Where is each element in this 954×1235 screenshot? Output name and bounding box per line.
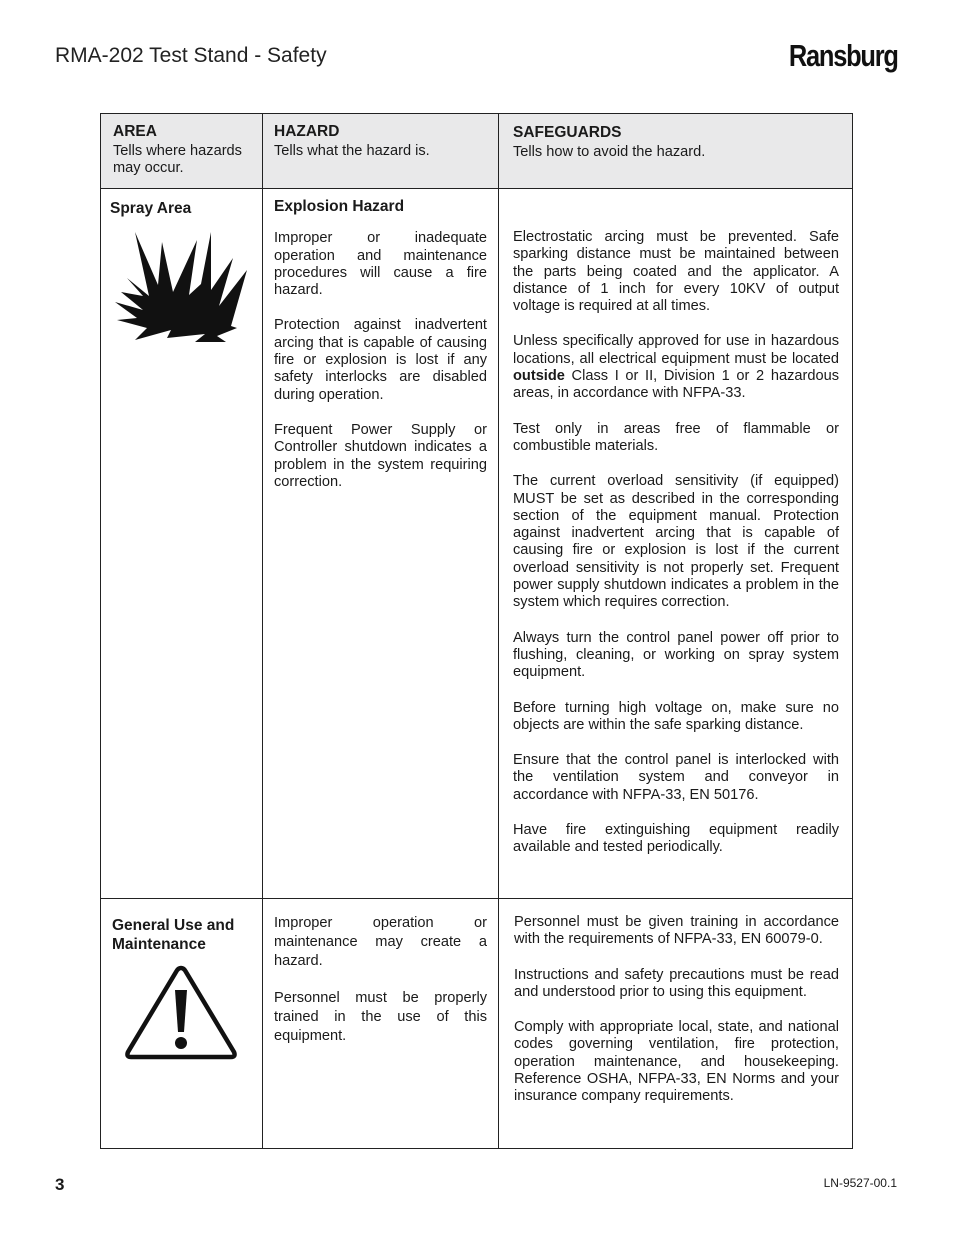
hazard-spray-area: [274, 198, 487, 509]
safeguard-paragraph: Before turning high voltage on, make sure no objects are within the safe sparking distance.: [513, 699, 839, 733]
safeguards-general-use: [514, 914, 839, 1124]
page-number: 3: [55, 1175, 65, 1194]
header-area-desc: Tells where hazards may occur.: [113, 143, 242, 176]
safeguard-text: Class I or II, Division 1 or 2 hazardous areas, in accordance with NFPA-33.: [513, 368, 839, 402]
safeguard-text: Unless specifically approved for use in hazardous locations, all electrical equipment must be located: [513, 333, 839, 367]
safeguard-paragraph: Test only in areas free of flammable or combustible materials.: [513, 420, 839, 454]
safeguard-paragraph: Electrostatic arcing must be prevented. Safe sparking distance must be maintained between the parts being coated and the applicator. A distance of 1 inch for every 10KV of output voltage is required at all times.: [513, 229, 839, 315]
document-code: LN-9527-00.1: [823, 1176, 897, 1190]
hazard-paragraph: Improper operation or maintenance may create a hazard.: [274, 915, 487, 969]
hazard-general-use: [274, 914, 487, 1064]
header-safeguards-desc: Tells how to avoid the hazard.: [513, 144, 706, 161]
safeguard-paragraph: Always turn the control panel power off prior to flushing, cleaning, or working on spray system equipment.: [513, 629, 839, 681]
hazard-paragraph: Improper or inadequate operation and maintenance procedures will cause a fire hazard.: [274, 230, 487, 299]
header-hazard-desc: Tells what the hazard is.: [274, 143, 430, 160]
hazard-title-explosion: Explosion Hazard: [274, 198, 405, 215]
safeguard-paragraph: Ensure that the control panel is interlocked with the ventilation system and conveyor in accordance with NFPA-33, EN 50176.: [513, 752, 839, 803]
column-divider: [498, 114, 499, 1148]
safeguard-paragraph: Have fire extinguishing equipment readily available and tested periodically.: [513, 822, 839, 856]
header-hazard-title: HAZARD: [274, 123, 340, 140]
safeguard-emphasis: outside: [513, 368, 565, 385]
header-hazard: [274, 123, 489, 160]
page-title: RMA-202 Test Stand - Safety: [55, 44, 327, 67]
safeguard-paragraph: Comply with appropriate local, state, and national codes governing ventilation, fire protection, operation maintenance, and housekeeping. Reference OSHA, NFPA-33, EN Norms and your insurance company requirements.: [514, 1019, 839, 1105]
area-spray-area: Spray Area: [110, 200, 192, 217]
header-safeguards-title: SAFEGUARDS: [513, 124, 622, 141]
header-area-title: AREA: [113, 123, 157, 140]
column-divider: [262, 114, 263, 1148]
header-safeguards: [513, 124, 833, 161]
row-divider: [101, 898, 852, 899]
header-area: [113, 123, 255, 176]
hazard-paragraph: Personnel must be properly trained in the use of this equipment.: [274, 990, 487, 1044]
hazard-paragraph: Protection against inadvertent arcing that is capable of causing fire or explosion is lost if any safety interlocks are disabled during operation.: [274, 317, 487, 403]
safety-table: [100, 113, 853, 1149]
brand-logo: Ransburg: [789, 38, 898, 73]
safeguard-paragraph: The current overload sensitivity (if equipped) MUST be set as described in the corresponding section of the equipment manual. Protection against inadvertent arcing that is capable of causing fire or explosion is lost if the current overload sensitivity is not properly set. Frequent power supply shutdown indicates a problem in the system which requires correction.: [513, 473, 839, 611]
safeguard-paragraph: [513, 333, 839, 402]
safeguard-paragraph: Personnel must be given training in accordance with the requirements of NFPA-33, EN 60079-0.: [514, 914, 839, 948]
hazard-paragraph: Frequent Power Supply or Controller shutdown indicates a problem in the system requiring correction.: [274, 421, 487, 490]
explosion-icon: [113, 230, 249, 344]
warning-triangle-icon: [123, 964, 239, 1062]
safeguards-spray-area: [513, 229, 839, 875]
header-divider: [101, 188, 852, 189]
area-general-use: General Use and Maintenance: [112, 917, 235, 953]
safeguard-paragraph: Instructions and safety precautions must be read and understood prior to using this equipment.: [514, 966, 839, 1000]
